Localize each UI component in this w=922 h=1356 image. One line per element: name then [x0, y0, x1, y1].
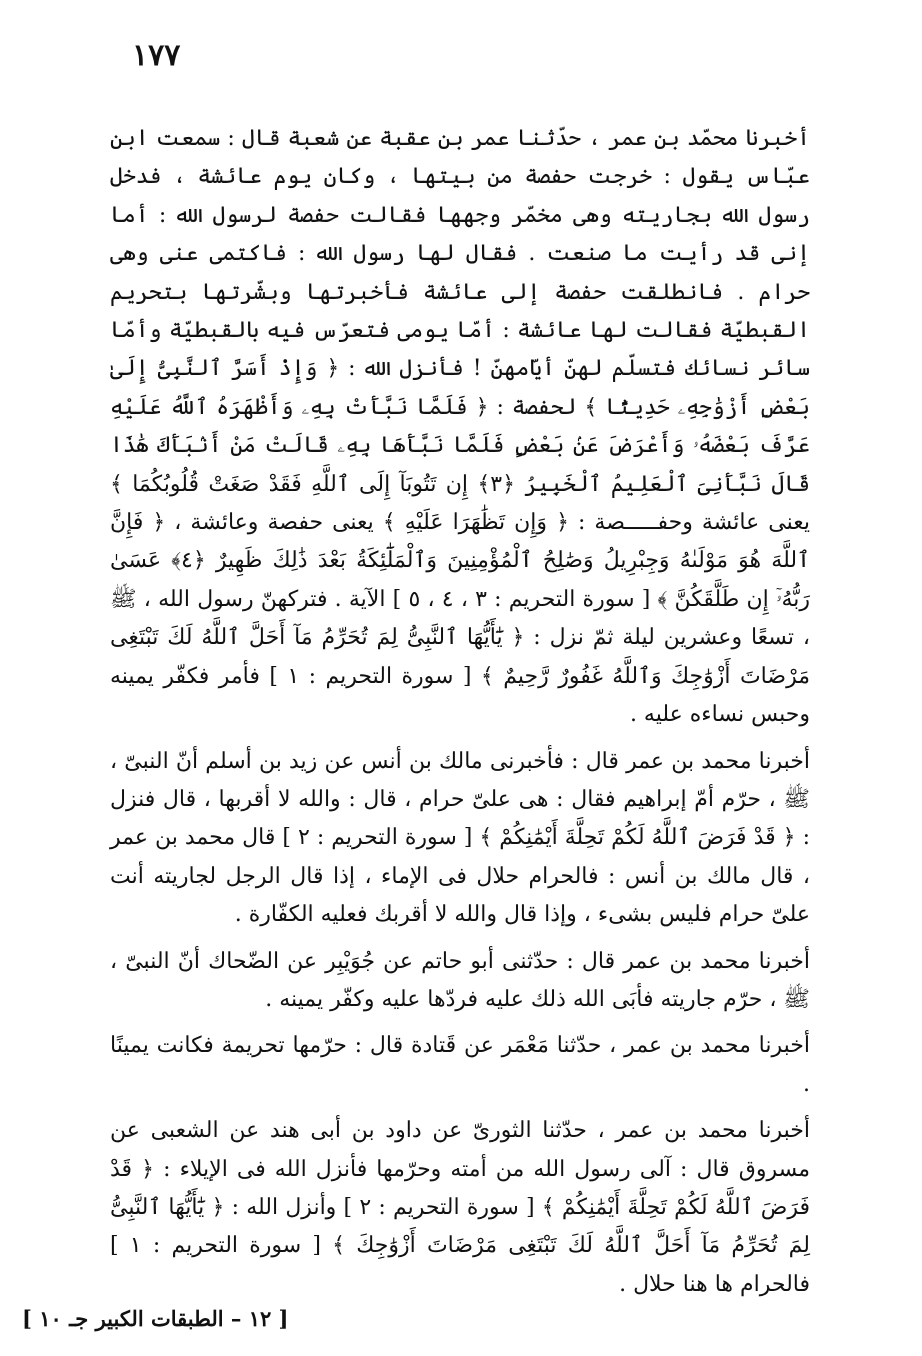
paragraph-4: أخبرنا محمد بن عمر ، حدّثنا مَعْمَر عن قَتادة قال : حرّمها تحريمة فكانت يمينًا . [110, 1033, 810, 1097]
page-number: ١٧٧ [132, 38, 181, 73]
body-text [110, 120, 810, 1312]
paragraph-1: أخبرنا محمّد بن عمر ، حدّثنا عمر بن عقبة عن شعبة قال : سمعت ابن عبّاس يقول : خرجت حفصة من بيتها ، وكان يوم عائشة ، فدخل رسول الله بجاريته وهى مخمّر وجهها فقالت حفصة لرسول الله : أما إنى قد رأيت ما صنعت . فقال لها رسول الله : فاكتمى عنى وهى حرام . فانطلقت حفصة إلى عائشة فأخبرتها وبشّرتها بتحريم القبطيّة فقالت لها عائشة : أمّا يومى فتعرّس فيه بالقبطيّة وأمّا سائر نسائك فتسلّم لهنّ أيّامهنّ ! فأنزل الله : ﴿ وَإِذْ أَسَرَّ ٱلنَّبِىُّ إِلَىٰ بَعْضِ أَزْوَٰجِهِۦ حَدِيثًا ﴾ لحفصة : ﴿ فَلَمَّا نَبَّأَتْ بِهِۦ وَأَظْهَرَهُ ٱللَّهُ عَلَيْهِ عَرَّفَ بَعْضَهُۥ وَأَعْرَضَ عَنۢ بَعْضٍ فَلَمَّا نَبَّأَهَا بِهِۦ قَالَتْ مَنْ أَنۢبَأَكَ هَٰذَا قَالَ نَبَّأَنِىَ ٱلْعَلِيمُ ٱلْخَبِيرُ ﴿٣﴾ إِن تَتُوبَآ إِلَى ٱللَّهِ فَقَدْ صَغَتْ قُلُوبُكُمَا ﴾ يعنى عائشة وحفـــــصة : ﴿ وَإِن تَظَٰهَرَا عَلَيْهِ ﴾ يعنى حفصة وعائشة ، ﴿ فَإِنَّ ٱللَّهَ هُوَ مَوْلَىٰهُ وَجِبْرِيلُ وَصَٰلِحُ ٱلْمُؤْمِنِينَ وَٱلْمَلَٰٓئِكَةُ بَعْدَ ذَٰلِكَ ظَهِيرٌ ﴿٤﴾ عَسَىٰ رَبُّهُۥٓ إِن طَلَّقَكُنَّ ﴾ [ سورة التحريم : ٣ ، ٤ ، ٥ ] الآية . فتركهنّ رسول الله ، ﷺ ، تسعًا وعشرين ليلة ثمّ نزل : ﴿ يَٰٓأَيُّهَا ٱلنَّبِىُّ لِمَ تُحَرِّمُ مَآ أَحَلَّ ٱللَّهُ لَكَ تَبْتَغِى مَرْضَاتَ أَزْوَٰجِكَ وَٱللَّهُ غَفُورٌ رَّحِيمٌ ﴾ [ سورة التحريم : ١ ] فأمر فكفّر يمينه وحبس نساءه عليه . [110, 126, 810, 728]
paragraph-3: أخبرنا محمد بن عمر قال : حدّثنى أبو حاتم عن جُوَيْبِر عن الضّحاك أنّ النبىّ ، ﷺ ، حرّم جاريته فأبَى الله ذلك عليه فردّها عليه وكفّر يمينه . [110, 948, 810, 1012]
paragraph-5: أخبرنا محمد بن عمر ، حدّثنا الثورىّ عن داود بن أبى هند عن الشعبى عن مسروق قال : آلى رسول الله من أمته وحرّمها فأنزل الله فى الإيلاء : ﴿ قَدْ فَرَضَ ٱللَّهُ لَكُمْ تَحِلَّةَ أَيْمَٰنِكُمْ ﴾ [ سورة التحريم : ٢ ] وأنزل الله : ﴿ يَٰٓأَيُّهَا ٱلنَّبِىُّ لِمَ تُحَرِّمُ مَآ أَحَلَّ ٱللَّهُ لَكَ تَبْتَغِى مَرْضَاتَ أَزْوَٰجِكَ ﴾ [ سورة التحريم : ١ ] فالحرام ها هنا حلال . [110, 1118, 811, 1297]
paragraph-2: أخبرنا محمد بن عمر قال : فأخبرنى مالك بن أنس عن زيد بن أسلم أنّ النبىّ ، ﷺ ، حرّم أمّ إبراهيم فقال : هى علىّ حرام ، قال : والله لا أقربها ، قال فنزل : ﴿ قَدْ فَرَضَ ٱللَّهُ لَكُمْ تَحِلَّةَ أَيْمَٰنِكُمْ ﴾ [ سورة التحريم : ٢ ] قال محمد بن عمر ، قال مالك بن أنس : فالحرام حلال فى الإماء ، إذا قال الرجل لجاريته أنت علىّ حرام فليس بشىء ، وإذا قال والله لا أقربك فعليه الكفّارة . [110, 748, 810, 928]
footer-signature: [ ١٢ – الطبقات الكبير جـ ١٠ ] [22, 1306, 289, 1331]
